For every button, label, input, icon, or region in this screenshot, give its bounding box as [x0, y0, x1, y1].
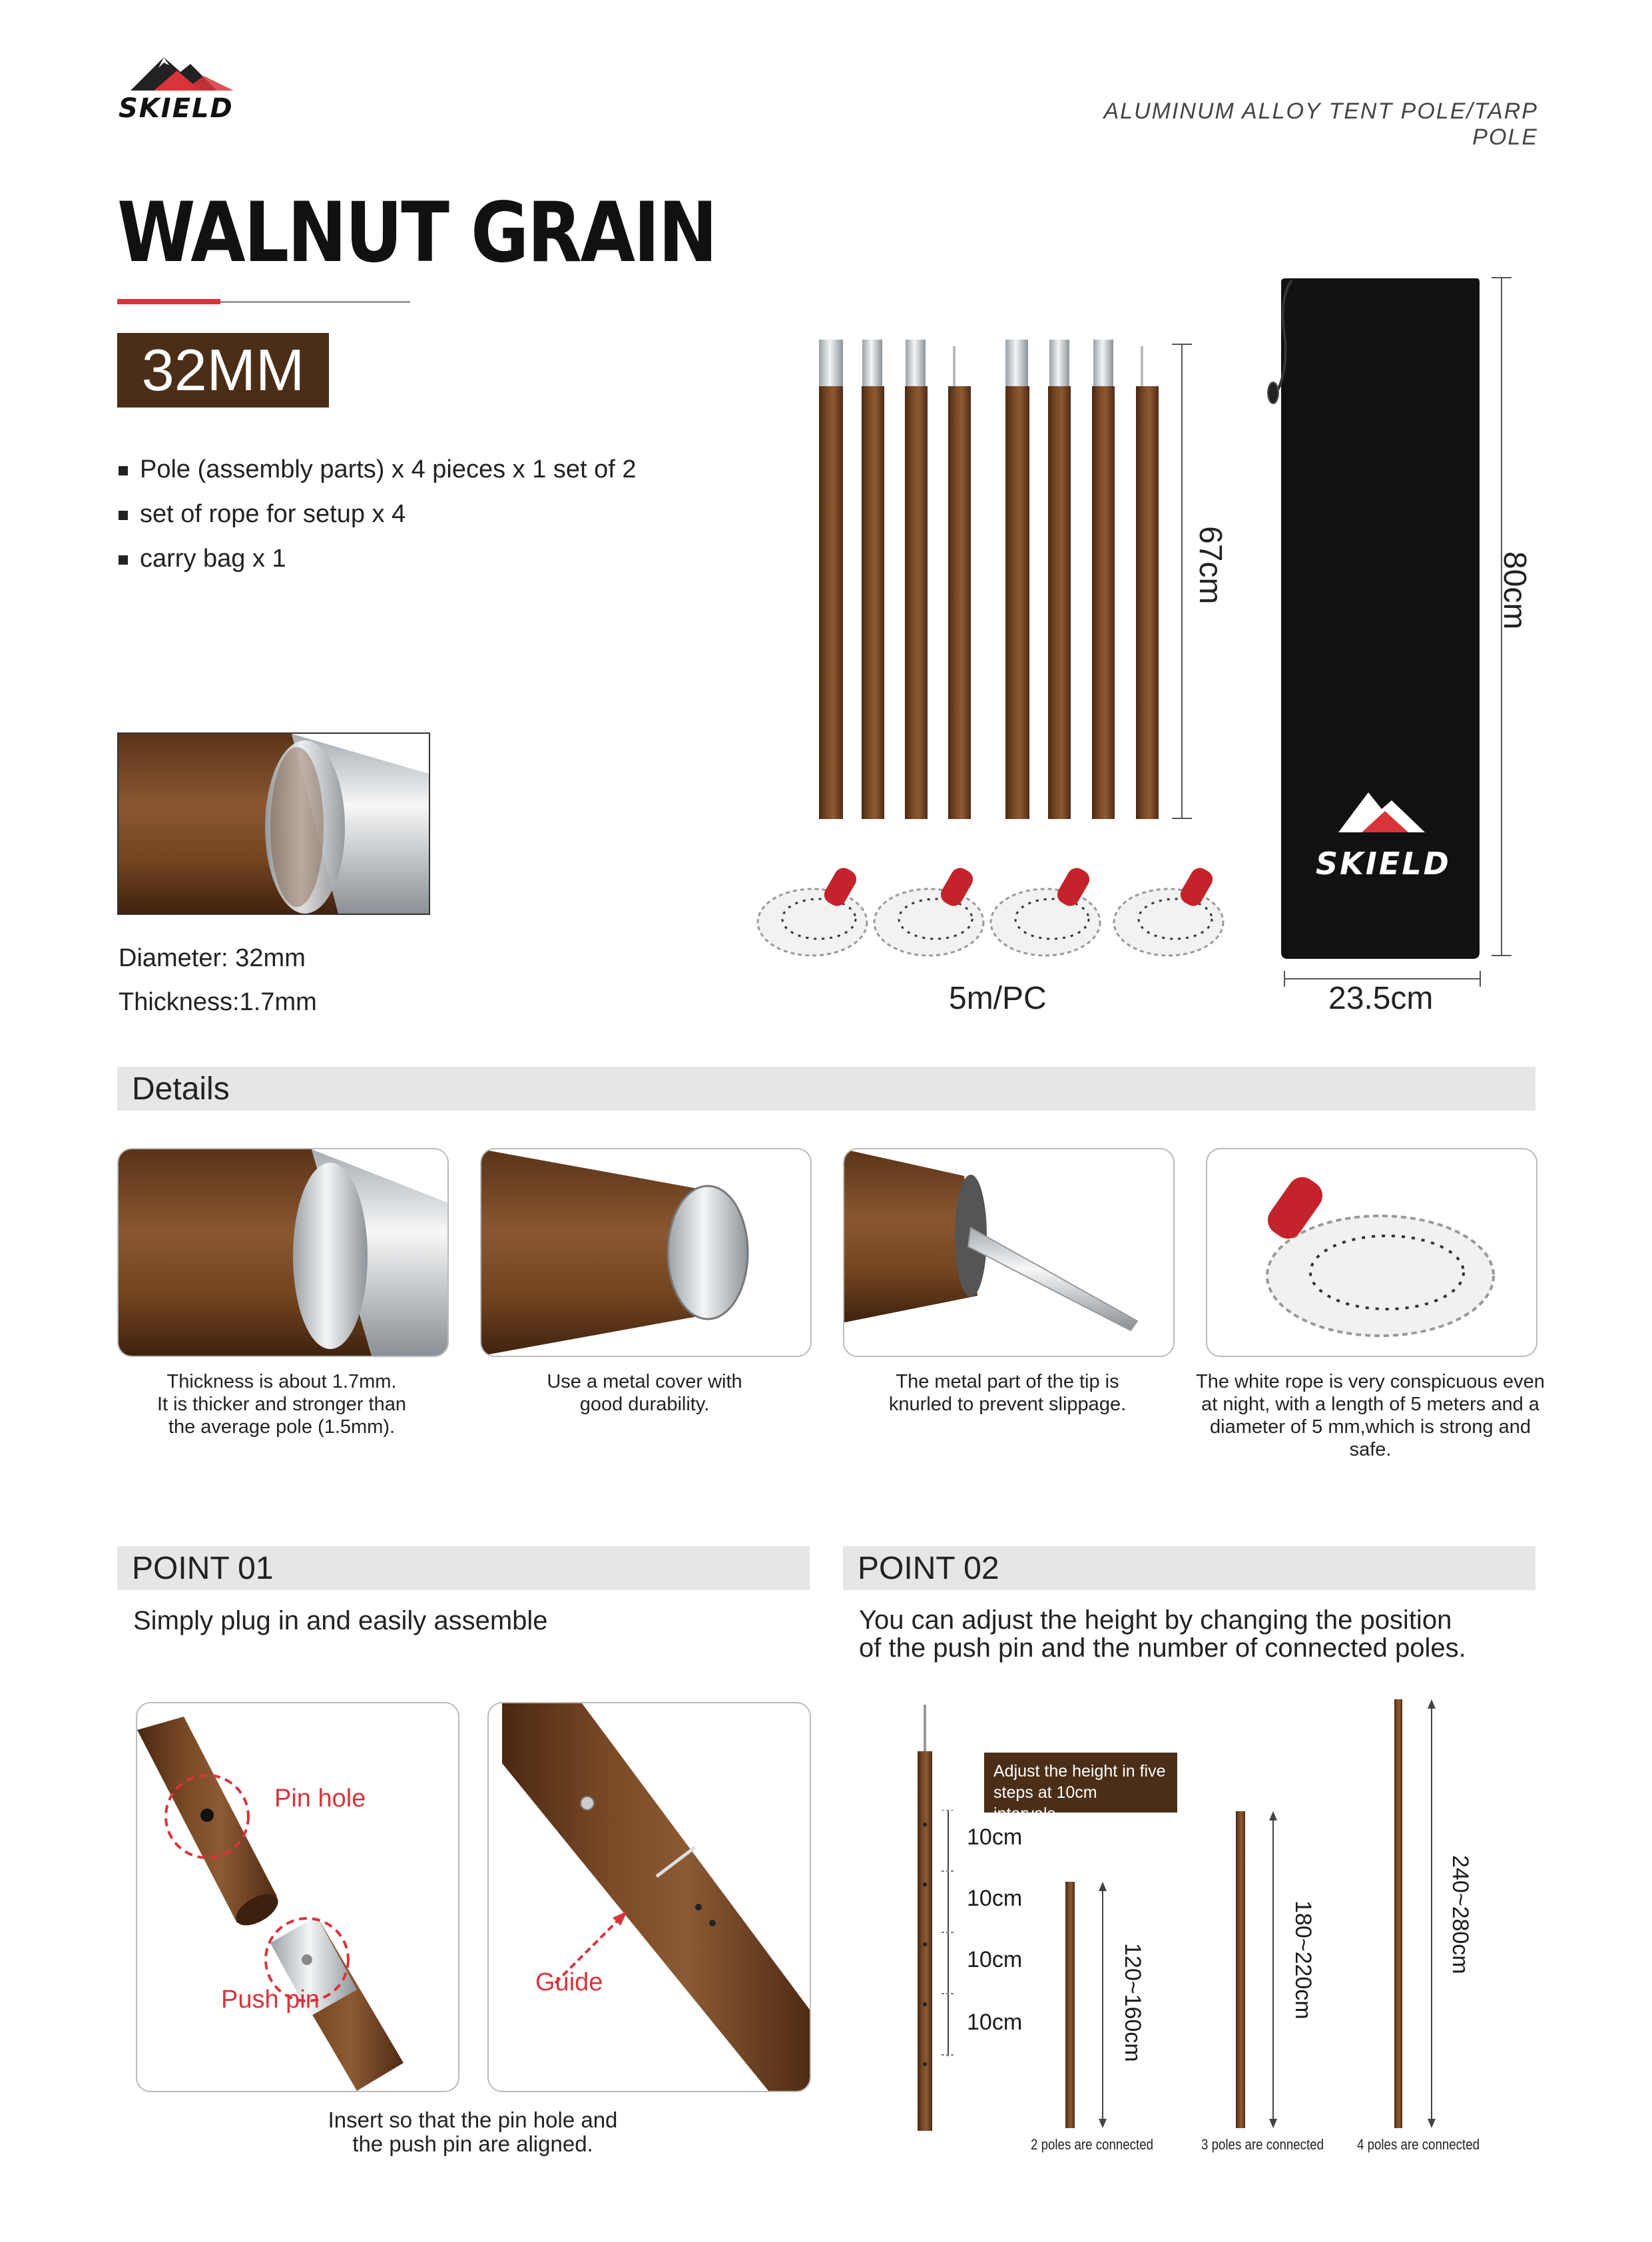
detail-caption: Use a metal cover with good durability.: [547, 1371, 742, 1415]
three-pole-label: 3 poles are connected: [1201, 2136, 1324, 2153]
contents-item: Pole (assembly parts) x 4 pieces x 1 set of 2: [117, 447, 637, 492]
adjust-note: Adjust the height in five steps at 10cm intervals.: [984, 1753, 1177, 1813]
point02-subtitle: You can adjust the height by changing the position of the push pin and the number of connected poles.: [859, 1605, 1466, 1663]
detail-caption: Thickness is about 1.7mm. It is thicker and stronger than the average pole (1.5mm).: [157, 1371, 406, 1438]
four-pole-label: 4 poles are connected: [1356, 2136, 1480, 2153]
size-badge: 32MM: [117, 333, 329, 408]
rope-bundle-icon: [991, 864, 1100, 956]
bag-width-label: 23.5cm: [1328, 981, 1434, 1016]
poles-product-image: [806, 333, 1179, 826]
point02-heading: POINT 02: [843, 1546, 1535, 1590]
product-title: WALNUT GRAIN: [117, 185, 716, 281]
guide-image: [487, 1702, 811, 2092]
pin-hole-label: Pin hole: [274, 1785, 366, 1813]
contents-list: [117, 447, 637, 581]
four-pole-image: [1388, 1699, 1448, 2128]
details-heading: Details: [117, 1067, 1535, 1111]
rope-bundle-icon: [874, 864, 983, 956]
guide-label: Guide: [535, 1968, 603, 1996]
step-label: 10cm: [967, 1824, 1023, 1850]
pin-hole-image: [136, 1702, 459, 2092]
step-label: 10cm: [967, 1886, 1023, 1911]
ropes-image: [752, 856, 1232, 969]
point01-caption: Insert so that the pin hole and the push pin are aligned.: [328, 2107, 618, 2156]
page-tagline: ALUMINUM ALLOY TENT POLE/TARP POLE: [1103, 99, 1538, 150]
three-pole-image: [1229, 1811, 1289, 2128]
bag-length-label: 80cm: [1497, 551, 1532, 630]
push-pin-label: Push pin: [221, 1986, 320, 2014]
rope-length-label: 5m/PC: [949, 981, 1047, 1016]
two-pole-range: 120~160cm: [1120, 1943, 1145, 2062]
three-pole-range: 180~220cm: [1290, 1900, 1316, 2020]
pole-set-left: [819, 340, 971, 819]
rope-bundle-icon: [758, 864, 867, 956]
point01-heading: POINT 01: [117, 1546, 810, 1590]
two-pole-image: [1059, 1882, 1119, 2128]
brand-logo: [117, 52, 250, 125]
contents-item: carry bag x 1: [117, 537, 637, 581]
detail-card-metal-cover: [480, 1148, 812, 1357]
pole-set-right: [1005, 340, 1159, 819]
diameter-spec: Diameter: 32mm: [119, 944, 306, 972]
pole-closeup-image: [117, 732, 430, 915]
step-label: 10cm: [967, 2010, 1023, 2035]
pole-length-label: 67cm: [1193, 526, 1228, 605]
bag-logo-icon: [1332, 786, 1432, 839]
point01-subtitle: Simply plug in and easily assemble: [133, 1606, 548, 1635]
detail-card-knurled-tip: [843, 1148, 1175, 1357]
carry-bag-image: [1265, 273, 1492, 966]
title-underline-accent: [117, 299, 220, 304]
detail-card-thickness: [117, 1148, 449, 1357]
rope-bundle-icon: [1114, 864, 1223, 956]
bag-logo-text: SKIELD: [1316, 846, 1451, 882]
thickness-spec: Thickness:1.7mm: [119, 988, 317, 1016]
title-underline: [220, 301, 410, 303]
detail-caption: The white rope is very conspicuous even at night, with a length of 5 meters and a diameter of 5 mm,which is strong and safe.: [1196, 1371, 1545, 1460]
contents-item: set of rope for setup x 4: [117, 492, 637, 537]
detail-card-rope: [1206, 1148, 1537, 1357]
step-label: 10cm: [967, 1947, 1023, 1972]
two-pole-label: 2 poles are connected: [1030, 2136, 1154, 2153]
step-bracket: [939, 1810, 959, 2056]
logo-text: SKIELD: [119, 93, 234, 124]
four-pole-range: 240~280cm: [1448, 1855, 1473, 1974]
detail-caption: The metal part of the tip is knurled to prevent slippage.: [888, 1371, 1127, 1415]
pole-length-dimension-line: [1172, 344, 1192, 819]
